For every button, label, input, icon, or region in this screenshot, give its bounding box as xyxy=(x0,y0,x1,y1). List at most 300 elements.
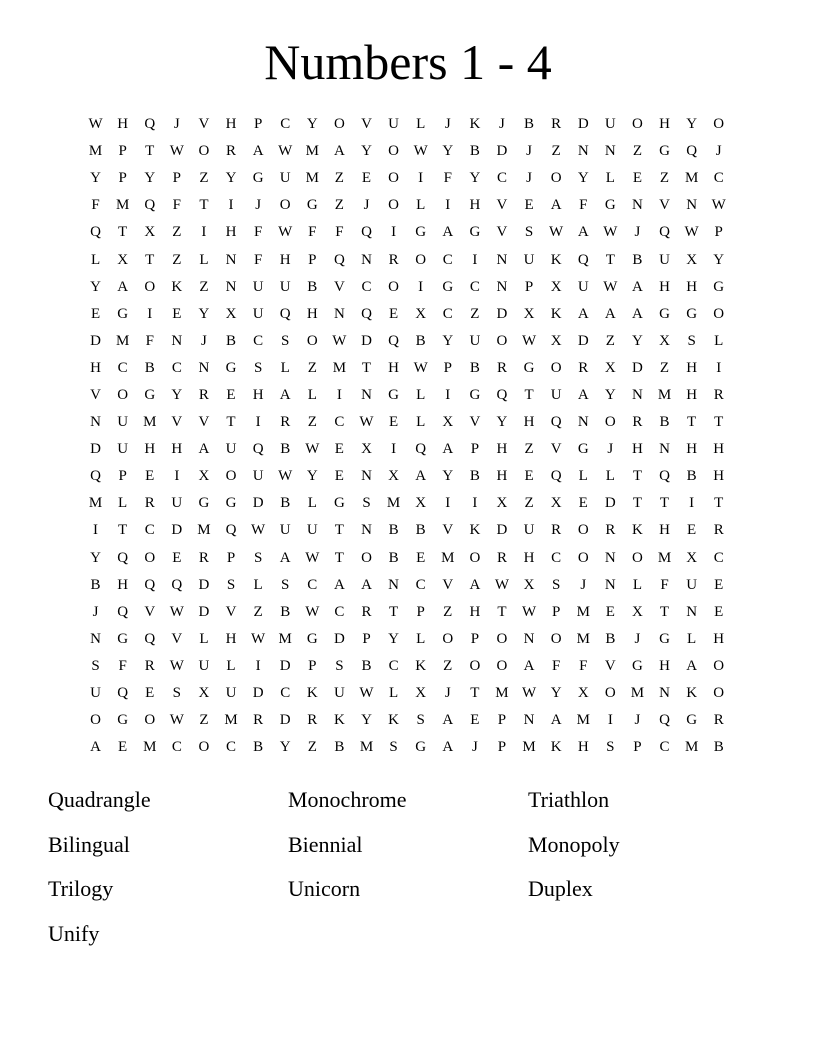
grid-letter[interactable]: X xyxy=(361,441,372,458)
grid-letter[interactable]: N xyxy=(577,414,589,431)
grid-letter[interactable]: G xyxy=(659,305,670,322)
grid-letter[interactable]: D xyxy=(604,495,616,512)
grid-letter[interactable]: I xyxy=(201,224,207,241)
grid-letter[interactable]: V xyxy=(550,441,562,458)
grid-letter[interactable]: X xyxy=(550,278,562,295)
grid-letter[interactable]: O xyxy=(713,657,725,674)
grid-letter[interactable]: W xyxy=(169,143,184,160)
grid-letter[interactable]: R xyxy=(713,386,724,403)
grid-letter[interactable]: B xyxy=(632,251,643,268)
grid-letter[interactable]: R xyxy=(144,495,155,512)
grid-letter[interactable]: F xyxy=(551,657,561,674)
grid-letter[interactable]: J xyxy=(444,685,451,702)
grid-letter[interactable]: X xyxy=(496,495,508,512)
grid-letter[interactable]: T xyxy=(687,414,697,431)
grid-letter[interactable]: Y xyxy=(225,170,237,187)
grid-letter[interactable]: L xyxy=(416,386,426,403)
grid-letter[interactable]: M xyxy=(332,359,347,376)
grid-letter[interactable]: P xyxy=(524,278,534,295)
grid-letter[interactable]: D xyxy=(577,332,589,349)
grid-letter[interactable]: T xyxy=(118,224,128,241)
grid-letter[interactable]: P xyxy=(308,251,317,268)
grid-letter[interactable]: T xyxy=(470,685,480,702)
grid-letter[interactable]: U xyxy=(523,251,535,268)
grid-letter[interactable]: Q xyxy=(117,549,129,566)
grid-letter[interactable]: X xyxy=(523,305,535,322)
grid-letter[interactable]: Z xyxy=(524,441,534,458)
grid-letter[interactable]: V xyxy=(659,197,670,214)
grid-letter[interactable]: K xyxy=(469,522,481,539)
grid-letter[interactable]: E xyxy=(416,549,426,566)
grid-letter[interactable]: O xyxy=(550,630,562,647)
grid-letter[interactable]: Y xyxy=(442,143,454,160)
grid-letter[interactable]: H xyxy=(659,522,670,539)
grid-letter[interactable]: X xyxy=(686,251,698,268)
grid-letter[interactable]: L xyxy=(253,576,263,593)
grid-letter[interactable]: Q xyxy=(144,197,156,214)
grid-letter[interactable]: B xyxy=(605,630,616,647)
grid-letter[interactable]: M xyxy=(684,170,699,187)
grid-letter[interactable]: C xyxy=(713,170,724,187)
grid-letter[interactable]: K xyxy=(686,685,698,702)
grid-letter[interactable]: G xyxy=(469,386,481,403)
grid-letter[interactable]: C xyxy=(226,739,237,756)
grid-letter[interactable]: Y xyxy=(442,468,454,485)
grid-letter[interactable]: Q xyxy=(171,576,183,593)
grid-letter[interactable]: P xyxy=(118,170,127,187)
grid-letter[interactable]: G xyxy=(442,278,454,295)
grid-letter[interactable]: O xyxy=(144,712,156,729)
grid-letter[interactable]: H xyxy=(90,359,101,376)
grid-letter[interactable]: J xyxy=(580,576,587,593)
grid-letter[interactable]: Y xyxy=(550,685,562,702)
grid-letter[interactable]: H xyxy=(306,305,318,322)
grid-letter[interactable]: S xyxy=(389,739,398,756)
grid-letter[interactable]: D xyxy=(279,712,291,729)
grid-letter[interactable]: W xyxy=(169,603,184,620)
grid-letter[interactable]: F xyxy=(172,197,181,214)
grid-letter[interactable]: U xyxy=(523,522,535,539)
grid-letter[interactable]: G xyxy=(306,197,318,214)
grid-letter[interactable]: C xyxy=(713,549,724,566)
grid-letter[interactable]: Z xyxy=(334,197,344,214)
grid-letter[interactable]: B xyxy=(469,359,480,376)
grid-letter[interactable]: E xyxy=(172,305,182,322)
grid-letter[interactable]: A xyxy=(632,305,643,322)
grid-letter[interactable]: A xyxy=(442,712,454,729)
grid-letter[interactable]: H xyxy=(252,386,264,403)
grid-letter[interactable]: G xyxy=(632,657,643,674)
grid-letter[interactable]: O xyxy=(198,739,210,756)
grid-letter[interactable]: W xyxy=(521,685,537,702)
grid-letter[interactable]: Q xyxy=(333,251,345,268)
grid-letter[interactable]: E xyxy=(145,468,155,485)
grid-letter[interactable]: Z xyxy=(632,143,642,160)
grid-letter[interactable]: M xyxy=(522,739,536,756)
grid-letter[interactable]: M xyxy=(576,630,590,647)
grid-letter[interactable]: U xyxy=(550,386,562,403)
grid-letter[interactable]: O xyxy=(415,251,427,268)
grid-letter[interactable]: O xyxy=(388,197,399,214)
grid-letter[interactable]: J xyxy=(526,143,532,160)
grid-letter[interactable]: O xyxy=(306,332,318,349)
grid-letter[interactable]: L xyxy=(605,170,615,187)
grid-letter[interactable]: Q xyxy=(659,468,670,485)
grid-letter[interactable]: I xyxy=(716,359,722,376)
grid-letter[interactable]: E xyxy=(605,603,615,620)
grid-letter[interactable]: Y xyxy=(686,116,698,133)
grid-letter[interactable]: T xyxy=(199,197,209,214)
grid-letter[interactable]: J xyxy=(201,332,207,349)
grid-letter[interactable]: H xyxy=(496,441,508,458)
grid-letter[interactable]: U xyxy=(252,468,264,485)
grid-letter[interactable]: P xyxy=(362,630,371,647)
grid-letter[interactable]: W xyxy=(88,116,103,133)
grid-letter[interactable]: B xyxy=(280,603,291,620)
grid-letter[interactable]: Q xyxy=(225,522,237,539)
grid-letter[interactable]: B xyxy=(226,332,237,349)
grid-letter[interactable]: E xyxy=(334,468,344,485)
grid-letter[interactable]: V xyxy=(171,414,183,431)
grid-letter[interactable]: S xyxy=(606,739,615,756)
grid-letter[interactable]: W xyxy=(332,332,347,349)
grid-letter[interactable]: Y xyxy=(198,305,210,322)
grid-letter[interactable]: W xyxy=(251,522,266,539)
grid-letter[interactable]: L xyxy=(226,657,236,674)
grid-letter[interactable]: P xyxy=(470,630,480,647)
grid-letter[interactable]: P xyxy=(253,116,263,133)
grid-letter[interactable]: V xyxy=(225,603,237,620)
grid-letter[interactable]: A xyxy=(604,305,616,322)
grid-letter[interactable]: G xyxy=(252,170,264,187)
grid-letter[interactable]: A xyxy=(442,224,454,241)
grid-letter[interactable]: N xyxy=(604,143,616,160)
grid-letter[interactable]: L xyxy=(388,685,399,702)
grid-letter[interactable]: T xyxy=(388,603,399,620)
grid-letter[interactable]: H xyxy=(469,603,481,620)
grid-letter[interactable]: H xyxy=(496,468,508,485)
grid-letter[interactable]: O xyxy=(388,143,399,160)
grid-letter[interactable]: G xyxy=(713,278,725,295)
grid-letter[interactable]: Q xyxy=(550,414,562,431)
grid-letter[interactable]: Z xyxy=(551,143,561,160)
grid-letter[interactable]: H xyxy=(144,441,156,458)
grid-letter[interactable]: J xyxy=(634,712,641,729)
grid-letter[interactable]: E xyxy=(470,712,480,729)
grid-letter[interactable]: G xyxy=(225,359,237,376)
grid-letter[interactable]: E xyxy=(172,549,182,566)
grid-letter[interactable]: A xyxy=(686,657,698,674)
grid-letter[interactable]: S xyxy=(524,224,534,241)
grid-letter[interactable]: D xyxy=(333,630,345,647)
grid-letter[interactable]: D xyxy=(90,332,101,349)
grid-letter[interactable]: H xyxy=(686,278,698,295)
grid-letter[interactable]: N xyxy=(90,630,101,647)
grid-letter[interactable]: A xyxy=(279,386,291,403)
grid-letter[interactable]: N xyxy=(686,603,698,620)
grid-letter[interactable]: T xyxy=(632,468,642,485)
grid-letter[interactable]: I xyxy=(255,414,261,431)
grid-letter[interactable]: T xyxy=(524,386,534,403)
grid-letter[interactable]: V xyxy=(442,576,454,593)
grid-letter[interactable]: S xyxy=(281,332,290,349)
grid-letter[interactable]: L xyxy=(307,386,317,403)
grid-letter[interactable]: E xyxy=(578,495,588,512)
grid-letter[interactable]: D xyxy=(279,657,291,674)
grid-letter[interactable]: X xyxy=(442,414,454,431)
grid-letter[interactable]: F xyxy=(660,576,669,593)
grid-letter[interactable]: K xyxy=(415,657,427,674)
grid-letter[interactable]: G xyxy=(306,630,318,647)
grid-letter[interactable]: X xyxy=(550,332,562,349)
grid-letter[interactable]: D xyxy=(361,332,372,349)
grid-letter[interactable]: I xyxy=(607,712,613,729)
grid-letter[interactable]: Z xyxy=(307,359,317,376)
grid-letter[interactable]: K xyxy=(550,251,562,268)
grid-letter[interactable]: V xyxy=(496,224,508,241)
grid-letter[interactable]: U xyxy=(225,685,237,702)
grid-letter[interactable]: M xyxy=(576,603,590,620)
grid-letter[interactable]: H xyxy=(686,359,698,376)
grid-letter[interactable]: R xyxy=(198,386,209,403)
grid-letter[interactable]: T xyxy=(714,495,724,512)
grid-letter[interactable]: Y xyxy=(713,251,725,268)
grid-letter[interactable]: M xyxy=(657,549,672,566)
grid-letter[interactable]: Q xyxy=(659,712,670,729)
grid-letter[interactable]: C xyxy=(361,278,372,295)
grid-letter[interactable]: U xyxy=(659,251,670,268)
grid-letter[interactable]: V xyxy=(496,197,508,214)
grid-letter[interactable]: C xyxy=(415,576,426,593)
grid-letter[interactable]: W xyxy=(521,603,537,620)
grid-letter[interactable]: Z xyxy=(172,251,182,268)
grid-letter[interactable]: W xyxy=(305,441,320,458)
grid-letter[interactable]: X xyxy=(659,332,670,349)
grid-letter[interactable]: U xyxy=(90,685,101,702)
grid-letter[interactable]: A xyxy=(442,739,454,756)
grid-letter[interactable]: B xyxy=(713,739,724,756)
grid-letter[interactable]: B xyxy=(334,739,345,756)
grid-letter[interactable]: L xyxy=(280,359,290,376)
grid-letter[interactable]: V xyxy=(469,414,481,431)
grid-letter[interactable]: N xyxy=(604,576,616,593)
grid-letter[interactable]: R xyxy=(361,603,372,620)
grid-letter[interactable]: A xyxy=(577,224,589,241)
grid-letter[interactable]: I xyxy=(255,657,261,674)
grid-letter[interactable]: U xyxy=(388,116,399,133)
grid-letter[interactable]: N xyxy=(333,305,345,322)
grid-letter[interactable]: T xyxy=(714,414,724,431)
grid-letter[interactable]: C xyxy=(442,305,453,322)
grid-letter[interactable]: L xyxy=(199,630,209,647)
grid-letter[interactable]: S xyxy=(335,657,344,674)
grid-letter[interactable]: E xyxy=(118,739,128,756)
grid-letter[interactable]: W xyxy=(251,630,266,647)
grid-letter[interactable]: T xyxy=(632,495,642,512)
grid-letter[interactable]: B xyxy=(524,116,535,133)
grid-letter[interactable]: L xyxy=(307,495,317,512)
grid-letter[interactable]: Z xyxy=(659,359,670,376)
grid-letter[interactable]: S xyxy=(281,576,290,593)
grid-letter[interactable]: J xyxy=(173,116,180,133)
grid-letter[interactable]: V xyxy=(90,386,101,403)
grid-letter[interactable]: J xyxy=(715,143,722,160)
grid-letter[interactable]: H xyxy=(279,251,291,268)
grid-letter[interactable]: Y xyxy=(171,386,183,403)
grid-letter[interactable]: G xyxy=(225,495,237,512)
grid-letter[interactable]: T xyxy=(334,549,344,566)
grid-letter[interactable]: K xyxy=(333,712,345,729)
grid-letter[interactable]: N xyxy=(659,441,670,458)
grid-letter[interactable]: J xyxy=(444,116,451,133)
grid-letter[interactable]: M xyxy=(305,143,319,160)
grid-letter[interactable]: B xyxy=(280,495,291,512)
grid-letter[interactable]: N xyxy=(686,197,698,214)
grid-letter[interactable]: G xyxy=(604,197,616,214)
grid-letter[interactable]: I xyxy=(445,495,451,512)
grid-letter[interactable]: W xyxy=(413,143,428,160)
grid-letter[interactable]: W xyxy=(603,278,618,295)
grid-letter[interactable]: N xyxy=(361,468,372,485)
grid-letter[interactable]: O xyxy=(388,278,399,295)
grid-letter[interactable]: Z xyxy=(659,170,670,187)
grid-letter[interactable]: F xyxy=(253,251,263,268)
grid-letter[interactable]: Q xyxy=(361,305,372,322)
grid-letter[interactable]: C xyxy=(334,414,345,431)
grid-letter[interactable]: W xyxy=(359,414,374,431)
grid-letter[interactable]: O xyxy=(496,657,508,674)
grid-letter[interactable]: V xyxy=(198,414,210,431)
grid-letter[interactable]: D xyxy=(90,441,101,458)
grid-letter[interactable]: O xyxy=(333,116,345,133)
grid-letter[interactable]: Z xyxy=(443,657,453,674)
grid-letter[interactable]: H xyxy=(577,739,589,756)
grid-letter[interactable]: A xyxy=(577,305,589,322)
grid-letter[interactable]: X xyxy=(415,685,427,702)
grid-letter[interactable]: X xyxy=(523,576,535,593)
grid-letter[interactable]: Y xyxy=(442,332,454,349)
grid-letter[interactable]: X xyxy=(198,685,210,702)
grid-letter[interactable]: O xyxy=(713,685,725,702)
grid-letter[interactable]: X xyxy=(117,251,129,268)
grid-letter[interactable]: U xyxy=(117,414,129,431)
grid-letter[interactable]: M xyxy=(684,739,699,756)
grid-letter[interactable]: W xyxy=(305,603,320,620)
grid-letter[interactable]: S xyxy=(362,495,371,512)
grid-letter[interactable]: N xyxy=(90,414,101,431)
grid-letter[interactable]: L xyxy=(578,468,588,485)
grid-letter[interactable]: R xyxy=(605,522,616,539)
grid-letter[interactable]: F xyxy=(91,197,100,214)
grid-letter[interactable]: D xyxy=(198,576,210,593)
grid-letter[interactable]: J xyxy=(499,116,505,133)
grid-letter[interactable]: A xyxy=(117,278,129,295)
grid-letter[interactable]: D xyxy=(496,305,508,322)
grid-letter[interactable]: O xyxy=(550,170,562,187)
grid-letter[interactable]: H xyxy=(225,630,237,647)
grid-letter[interactable]: I xyxy=(418,170,424,187)
grid-letter[interactable]: M xyxy=(224,712,238,729)
grid-letter[interactable]: L xyxy=(416,197,426,214)
grid-letter[interactable]: F xyxy=(308,224,317,241)
grid-letter[interactable]: C xyxy=(280,116,291,133)
grid-letter[interactable]: I xyxy=(472,251,478,268)
grid-letter[interactable]: O xyxy=(225,468,237,485)
grid-letter[interactable]: Y xyxy=(90,549,101,566)
grid-letter[interactable]: L xyxy=(118,495,128,512)
grid-letter[interactable]: O xyxy=(90,712,101,729)
grid-letter[interactable]: N xyxy=(225,278,237,295)
grid-letter[interactable]: G xyxy=(577,441,589,458)
grid-letter[interactable]: A xyxy=(523,657,535,674)
grid-letter[interactable]: C xyxy=(144,522,155,539)
grid-letter[interactable]: G xyxy=(415,224,427,241)
grid-letter[interactable]: V xyxy=(333,278,345,295)
grid-letter[interactable]: R xyxy=(496,549,507,566)
grid-letter[interactable]: C xyxy=(171,739,182,756)
grid-letter[interactable]: N xyxy=(496,278,508,295)
grid-letter[interactable]: B xyxy=(469,143,480,160)
grid-letter[interactable]: J xyxy=(471,739,478,756)
grid-letter[interactable]: B xyxy=(280,441,291,458)
grid-letter[interactable]: H xyxy=(225,224,237,241)
grid-letter[interactable]: O xyxy=(117,386,129,403)
grid-letter[interactable]: Y xyxy=(90,278,101,295)
grid-letter[interactable]: S xyxy=(416,712,425,729)
grid-letter[interactable]: C xyxy=(659,739,670,756)
grid-letter[interactable]: M xyxy=(143,414,157,431)
grid-letter[interactable]: I xyxy=(147,305,153,322)
grid-letter[interactable]: I xyxy=(472,495,478,512)
grid-letter[interactable]: Q xyxy=(252,441,264,458)
grid-letter[interactable]: W xyxy=(359,685,374,702)
grid-letter[interactable]: O xyxy=(361,549,372,566)
grid-letter[interactable]: Q xyxy=(686,143,698,160)
grid-letter[interactable]: R xyxy=(551,522,562,539)
grid-letter[interactable]: X xyxy=(415,495,427,512)
grid-letter[interactable]: G xyxy=(117,712,129,729)
grid-letter[interactable]: Z xyxy=(199,712,209,729)
grid-letter[interactable]: P xyxy=(497,712,507,729)
grid-letter[interactable]: J xyxy=(634,224,641,241)
grid-letter[interactable]: Y xyxy=(388,630,399,647)
grid-letter[interactable]: V xyxy=(198,116,210,133)
grid-letter[interactable]: V xyxy=(442,522,454,539)
grid-letter[interactable]: O xyxy=(632,549,643,566)
grid-letter[interactable]: H xyxy=(713,630,725,647)
grid-letter[interactable]: Y xyxy=(361,143,372,160)
grid-letter[interactable]: H xyxy=(388,359,399,376)
grid-letter[interactable]: Y xyxy=(144,170,156,187)
grid-letter[interactable]: H xyxy=(632,441,643,458)
grid-letter[interactable]: V xyxy=(604,657,616,674)
grid-letter[interactable]: Z xyxy=(524,495,534,512)
grid-letter[interactable]: O xyxy=(469,549,481,566)
grid-letter[interactable]: M xyxy=(197,522,211,539)
grid-letter[interactable]: M xyxy=(115,197,130,214)
grid-letter[interactable]: X xyxy=(198,468,210,485)
grid-letter[interactable]: F xyxy=(335,224,344,241)
grid-letter[interactable]: U xyxy=(686,576,698,593)
grid-letter[interactable]: X xyxy=(632,603,643,620)
grid-letter[interactable]: G xyxy=(415,739,427,756)
grid-letter[interactable]: Q xyxy=(144,630,156,647)
grid-letter[interactable]: O xyxy=(604,414,616,431)
grid-letter[interactable]: R xyxy=(144,657,155,674)
grid-letter[interactable]: N xyxy=(632,386,643,403)
grid-letter[interactable]: Q xyxy=(388,332,399,349)
grid-letter[interactable]: I xyxy=(445,386,451,403)
